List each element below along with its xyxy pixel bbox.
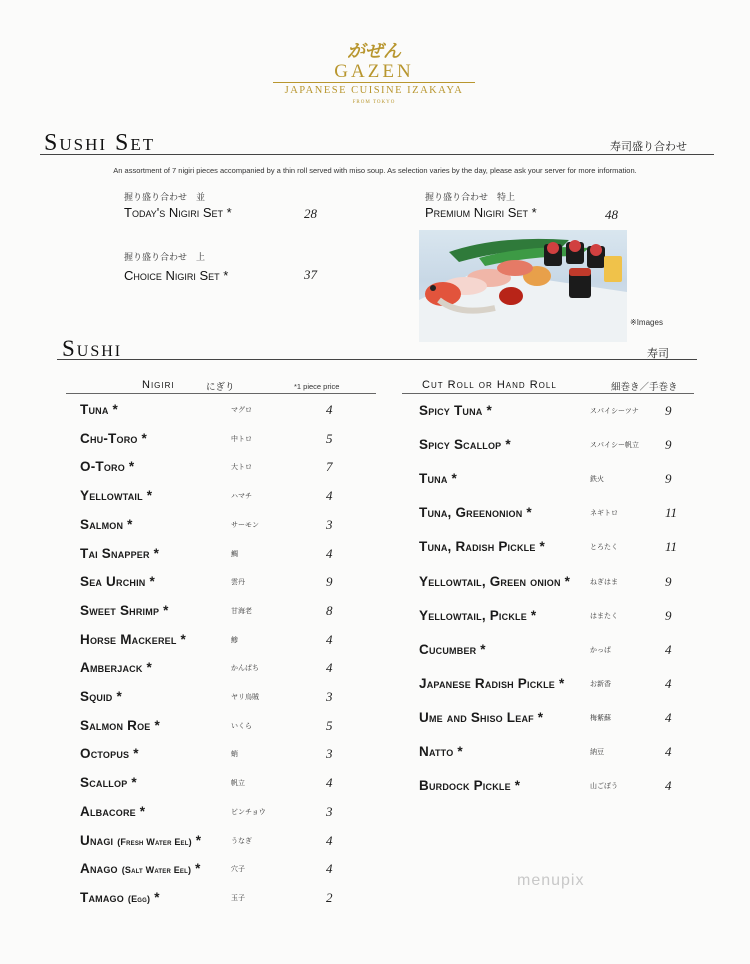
menu-item [419, 403, 685, 425]
menu-item-name-suffix: * [154, 889, 160, 905]
menu-item-price: 9 [665, 573, 672, 589]
menu-item-name-text: Salmon Roe * [80, 717, 160, 733]
menu-item-jp: 鉄火 [590, 475, 604, 484]
menu-item [80, 459, 346, 481]
rolls-header-jp: 細巻き／手巻き [611, 382, 678, 393]
menu-item-price: 4 [665, 675, 672, 691]
menu-item-name [80, 833, 201, 848]
menu-item [80, 746, 346, 768]
rolls-rule [402, 393, 694, 394]
set-jp-today: 握り盛り合わせ 並 [124, 193, 206, 203]
menu-item-name-text: Octopus * [80, 746, 139, 762]
menu-item-jp: いくら [231, 721, 252, 730]
menu-item-price: 2 [326, 889, 333, 905]
menu-item [80, 517, 346, 539]
menu-item [419, 539, 685, 561]
nigiri-rule [66, 393, 376, 394]
menu-item-price: 11 [665, 539, 678, 555]
menu-item-name-text: Cucumber * [419, 641, 486, 657]
menu-item-price: 4 [326, 545, 333, 561]
menu-item-price: 4 [326, 488, 333, 504]
menu-item-name-text: Sweet Shrimp * [80, 602, 169, 618]
menu-item [419, 642, 685, 664]
menu-item-name [80, 746, 139, 761]
menu-item-jp: お新香 [590, 679, 611, 688]
menu-item-name [80, 402, 118, 417]
menu-item-price: 4 [665, 778, 672, 794]
menu-item-name-note: (Salt Water Eel) [121, 865, 192, 876]
menu-item-name [80, 861, 201, 876]
menu-item-jp: ネギトロ [590, 509, 618, 518]
set-jp-choice: 握り盛り合わせ 上 [124, 253, 206, 263]
menu-item [80, 603, 346, 625]
menu-item-name-text: Albacore * [80, 803, 146, 819]
menu-item [419, 608, 685, 630]
menu-item-price: 4 [665, 641, 672, 657]
menu-item-price: 4 [326, 832, 333, 848]
menu-item-name [419, 471, 457, 486]
menu-item-price: 4 [326, 861, 333, 877]
sushi-platter-image [419, 230, 627, 342]
menu-item-name-text: O-Toro * [80, 459, 135, 475]
menu-item-name [80, 459, 134, 474]
menu-item [419, 471, 685, 493]
menu-item-name-text: Japanese Radish Pickle * [419, 675, 565, 691]
menu-item-name-text: Ume and Shiso Leaf * [419, 709, 544, 725]
logo-from: FROM TOKYO [352, 100, 396, 105]
menu-item-jp: サーモン [231, 520, 259, 529]
menu-item-name-text: Anago [80, 861, 118, 877]
menu-item-jp: 山ごぼう [590, 782, 618, 791]
menu-item-name-text: Scallop * [80, 775, 137, 791]
menu-item [80, 689, 346, 711]
set-price-today: 28 [304, 206, 317, 221]
logo-name: GAZEN [334, 61, 414, 82]
menu-item-name-text: Tamago [80, 889, 124, 905]
menu-item [80, 718, 346, 740]
menu-item-jp: 玉子 [231, 893, 245, 902]
menu-item-name [80, 488, 152, 503]
menu-item-price: 9 [665, 607, 672, 623]
menu-item-price: 3 [326, 803, 333, 819]
menu-item-price: 7 [326, 459, 333, 475]
menu-item-jp: 大トロ [231, 463, 252, 472]
menu-item-name-text: Natto * [419, 744, 463, 759]
menu-item-name [419, 574, 570, 589]
menu-item-jp: 帆立 [231, 779, 245, 788]
menu-item-name-text: Tuna, Greenonion * [419, 505, 532, 521]
menu-item [80, 574, 346, 596]
menu-item-name-text: Spicy Scallop * [419, 437, 511, 453]
menu-item-jp: 蛸 [231, 750, 238, 759]
menu-item-jp: ヤリ烏賊 [231, 693, 259, 701]
menu-item-name-text: Yellowtail, Pickle * [419, 607, 537, 623]
menu-item-jp: 梅紫蘇 [590, 713, 611, 722]
menu-item-name-text: Amberjack * [80, 660, 152, 676]
menu-item [419, 505, 685, 527]
set-name-choice: Choice Nigiri Set * [124, 268, 229, 283]
menu-item-jp: かっぱ [590, 645, 611, 654]
menu-item-name [419, 710, 543, 725]
menu-item-price: 9 [665, 437, 672, 453]
menu-item [419, 574, 685, 596]
set-price-choice: 37 [304, 267, 317, 282]
restaurant-logo [265, 42, 483, 106]
menu-item-name [80, 689, 122, 704]
menu-item-price: 9 [665, 471, 672, 487]
menu-item-name [80, 546, 159, 561]
menu-item-name [419, 642, 486, 657]
menu-item-name [80, 660, 152, 675]
menu-item-name-text: Yellowtail * [80, 488, 153, 504]
menu-item-price: 4 [665, 709, 672, 725]
menu-item-jp: 鯛 [231, 549, 238, 558]
menu-item [80, 775, 346, 797]
set-name-today: Today's Nigiri Set * [124, 205, 232, 220]
menu-item-name-text: Unagi [80, 832, 114, 848]
menu-item [80, 546, 346, 568]
menu-item-jp: 中トロ [231, 434, 252, 443]
menu-item-price: 9 [665, 403, 672, 418]
menu-item-price: 11 [665, 505, 678, 521]
menu-item [419, 710, 685, 732]
menu-item-jp: 穴子 [231, 865, 245, 874]
menu-item-jp: とろたく [590, 543, 618, 552]
sushi-set-rule [40, 154, 714, 155]
menu-item-jp: はまたく [590, 611, 618, 620]
menu-item-jp: うなぎ [231, 836, 252, 845]
menu-item-jp: ハマチ [231, 492, 252, 501]
menu-item-name-text: Tuna * [80, 402, 118, 417]
menu-item-name-text: Squid * [80, 689, 122, 704]
menu-item-name-note: (Egg) [127, 893, 151, 904]
menu-item [419, 778, 685, 800]
menu-item-jp: ねぎはま [590, 577, 618, 586]
menu-item-name-text: Salmon * [80, 516, 133, 532]
sushi-set-title: Sushi Set [44, 130, 156, 156]
menu-item-name [419, 539, 545, 554]
image-note: ※Images [630, 318, 663, 327]
menu-item-price: 4 [326, 631, 333, 647]
menu-item-price: 3 [326, 689, 333, 704]
menu-item-name [419, 778, 520, 793]
set-name-premium: Premium Nigiri Set * [425, 205, 537, 220]
logo-kanji: がぜん [347, 41, 401, 62]
sushi-rule [57, 359, 697, 360]
menu-item [80, 488, 346, 510]
menu-item-name-text: Sea Urchin * [80, 574, 155, 590]
menu-item-name-text: Yellowtail, Green onion * [419, 573, 571, 589]
watermark: menupix [517, 872, 585, 889]
sushi-set-description: An assortment of 7 nigiri pieces accompanied by a thin roll served with miso soup. As selection varies by the day, please ask your server for more information. [113, 166, 637, 175]
menu-item-price: 4 [326, 402, 333, 417]
menu-item-name [80, 574, 155, 589]
sushi-set-title-jp: 寿司盛り合わせ [610, 140, 687, 153]
menu-item [419, 437, 685, 459]
menu-item-name [80, 804, 145, 819]
set-jp-premium: 握り盛り合わせ 特上 [425, 193, 516, 203]
menu-item-jp: ビンチョウ [231, 807, 266, 816]
menu-item-price: 3 [326, 746, 333, 762]
menu-item [80, 890, 346, 912]
menu-item [80, 861, 346, 883]
logo-subtitle: JAPANESE CUISINE IZAKAYA [284, 85, 464, 96]
menu-item-name [80, 603, 169, 618]
nigiri-header: Nigiri [142, 379, 175, 391]
menu-item-jp: スパイシーツナ [590, 407, 639, 415]
menu-item-jp: マグロ [231, 406, 252, 414]
menu-item [419, 744, 685, 766]
menu-item-name-text: Horse Mackerel * [80, 631, 186, 647]
menu-item [80, 402, 346, 424]
menu-item-name-text: Tuna * [419, 471, 457, 487]
menu-item [419, 676, 685, 698]
menu-item-jp: 雲丹 [231, 578, 245, 587]
menu-item-name-text: Burdock Pickle * [419, 778, 521, 794]
menu-item-jp: 甘海老 [231, 606, 252, 615]
nigiri-header-jp: にぎり [206, 382, 235, 393]
menu-item-name [80, 890, 160, 905]
menu-item-name-text: Spicy Tuna * [419, 403, 492, 418]
nigiri-price-note: *1 piece price [294, 382, 340, 391]
menu-item-price: 4 [665, 744, 672, 759]
menu-item-name-suffix: * [195, 832, 202, 848]
menu-item-name [80, 431, 147, 446]
menu-item-name [419, 608, 536, 623]
menu-item-price: 8 [326, 602, 333, 618]
sushi-platter-illustration [419, 230, 627, 342]
menu-item-jp: 納豆 [590, 748, 604, 756]
menu-item-name [419, 676, 564, 691]
menu-item-price: 9 [326, 574, 333, 590]
sushi-title: Sushi [62, 336, 123, 361]
rolls-header: Cut Roll or Hand Roll [422, 379, 557, 391]
menu-item-price: 5 [326, 717, 333, 733]
menu-item-jp: 鯵 [231, 635, 238, 644]
menu-item-name-text: Tuna, Radish Pickle * [419, 539, 545, 555]
menu-item [80, 804, 346, 826]
menu-item-name [80, 718, 160, 733]
menu-item-name [80, 517, 133, 532]
menu-item-name-text: Tai Snapper * [80, 545, 160, 561]
menu-item-name [419, 403, 492, 418]
menu-item [80, 660, 346, 682]
menu-item-name [419, 744, 463, 759]
sushi-title-jp: 寿司 [647, 347, 669, 360]
menu-item-jp: かんぱち [231, 664, 259, 673]
menu-item [80, 431, 346, 453]
menu-item-name [80, 775, 137, 790]
menu-item-name [419, 437, 511, 452]
menu-item [80, 632, 346, 654]
menu-item-price: 4 [326, 775, 333, 791]
menu-item-jp: スパイシー帆立 [590, 441, 639, 450]
set-price-premium: 48 [605, 207, 618, 222]
menu-item-name-suffix: * [195, 861, 201, 877]
menu-item-name-text: Chu-Toro * [80, 430, 147, 446]
menu-item-price: 3 [326, 516, 333, 532]
menu-item-name-note: (Fresh Water Eel) [117, 836, 192, 847]
menu-item-name [419, 505, 532, 520]
menu-item-price: 4 [326, 660, 333, 676]
menu-item-name [80, 632, 186, 647]
menu-item-price: 5 [326, 430, 333, 446]
menu-item [80, 833, 346, 855]
